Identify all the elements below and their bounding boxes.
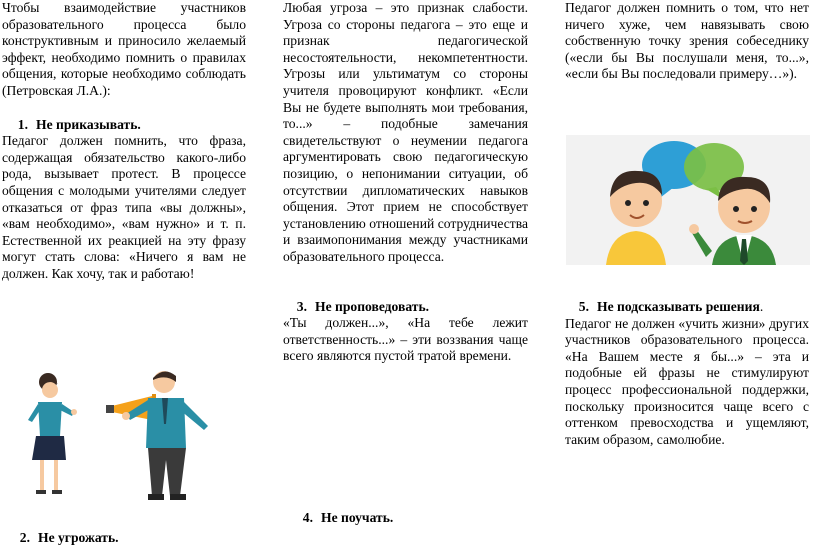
- paragraph-3: «Ты должен...», «На тебе лежит ответственность...» – эти воззвания чаще всего являются пустой тратой времени.: [283, 315, 528, 364]
- heading-2-number: 2.: [19, 530, 30, 545]
- megaphone-illustration: [8, 368, 236, 504]
- heading-4-number: 4.: [302, 510, 313, 525]
- heading-1-text: Не приказывать.: [36, 116, 141, 132]
- heading-3-text: Не проповедовать.: [315, 298, 430, 314]
- heading-2-text: Не угрожать.: [38, 530, 119, 545]
- heading-5-number: 5.: [578, 299, 589, 314]
- paragraph-1: Педагог должен помнить, что фраза, содержащая обязательство какого-либо рода, вызывает протест. В процессе общения с молодыми учителями следует отказаться от фраз типа «вы должны», «вам необходимо», «вам нужно» и т. п. Естественной их реакцией на эту фразу могут стать слова: «Ничего я вам не должен. Как хочу, так и работаю!: [2, 133, 246, 281]
- heading-3: [283, 299, 528, 316]
- paragraph-4: Педагог должен помнить о том, что нет ничего хуже, чем навязывать свою собственную точку зрения собеседнику («если бы Вы послушали меня, то...», «если бы Вы последовали примеру…»).: [565, 0, 809, 82]
- heading-1: [2, 117, 246, 134]
- paragraph-2: Любая угроза – это признак слабости. Угроза со стороны педагога – это еще и признак педагогической несостоятельности, некомпетентности. Угрозы или ультиматум со стороны учителя провоцируют конфликт. «Если Вы не будете выполнять мои требования, то...» – подобные замечания свидетельствуют о неумении педагога аргументировать свою педагогическую позицию, о непонимании ситуации, об отсутствии дипломатических навыков общения. Этот прием не способствует установлению отношений сотрудничества и взаимопонимания между участниками образовательного процесса.: [283, 0, 528, 264]
- paragraph-5: Педагог не должен «учить жизни» других участников образовательного процесса. «На Вашем месте я бы...» – эта и подобные ей фразы не стимулируют процесс профессиональной поддержки, поскольку произносится чаще всего с оттенком превосходства и ущемляют, таким образом, самолюбие.: [565, 315, 809, 447]
- heading-4: [291, 510, 393, 527]
- column-1: [2, 0, 246, 283]
- column-3-lower: [565, 299, 809, 448]
- conversation-illustration: [566, 135, 810, 265]
- heading-2: [8, 530, 119, 547]
- heading-5-text: Не подсказывать решения: [597, 299, 760, 314]
- heading-3-number: 3.: [296, 298, 307, 314]
- heading-5-period: .: [759, 299, 764, 314]
- heading-4-text: Не поучать.: [321, 510, 394, 525]
- column-3: [565, 0, 809, 83]
- intro-paragraph: Чтобы взаимодействие участников образовательного процесса было конструктивным и приносило желаемый эффект, необходимо помнить о правилах общения, которые необходимо соблюдать (Петровская Л.А.):: [2, 0, 246, 98]
- column-2: [283, 0, 528, 365]
- heading-5: [565, 299, 809, 316]
- heading-1-number: 1.: [17, 116, 28, 132]
